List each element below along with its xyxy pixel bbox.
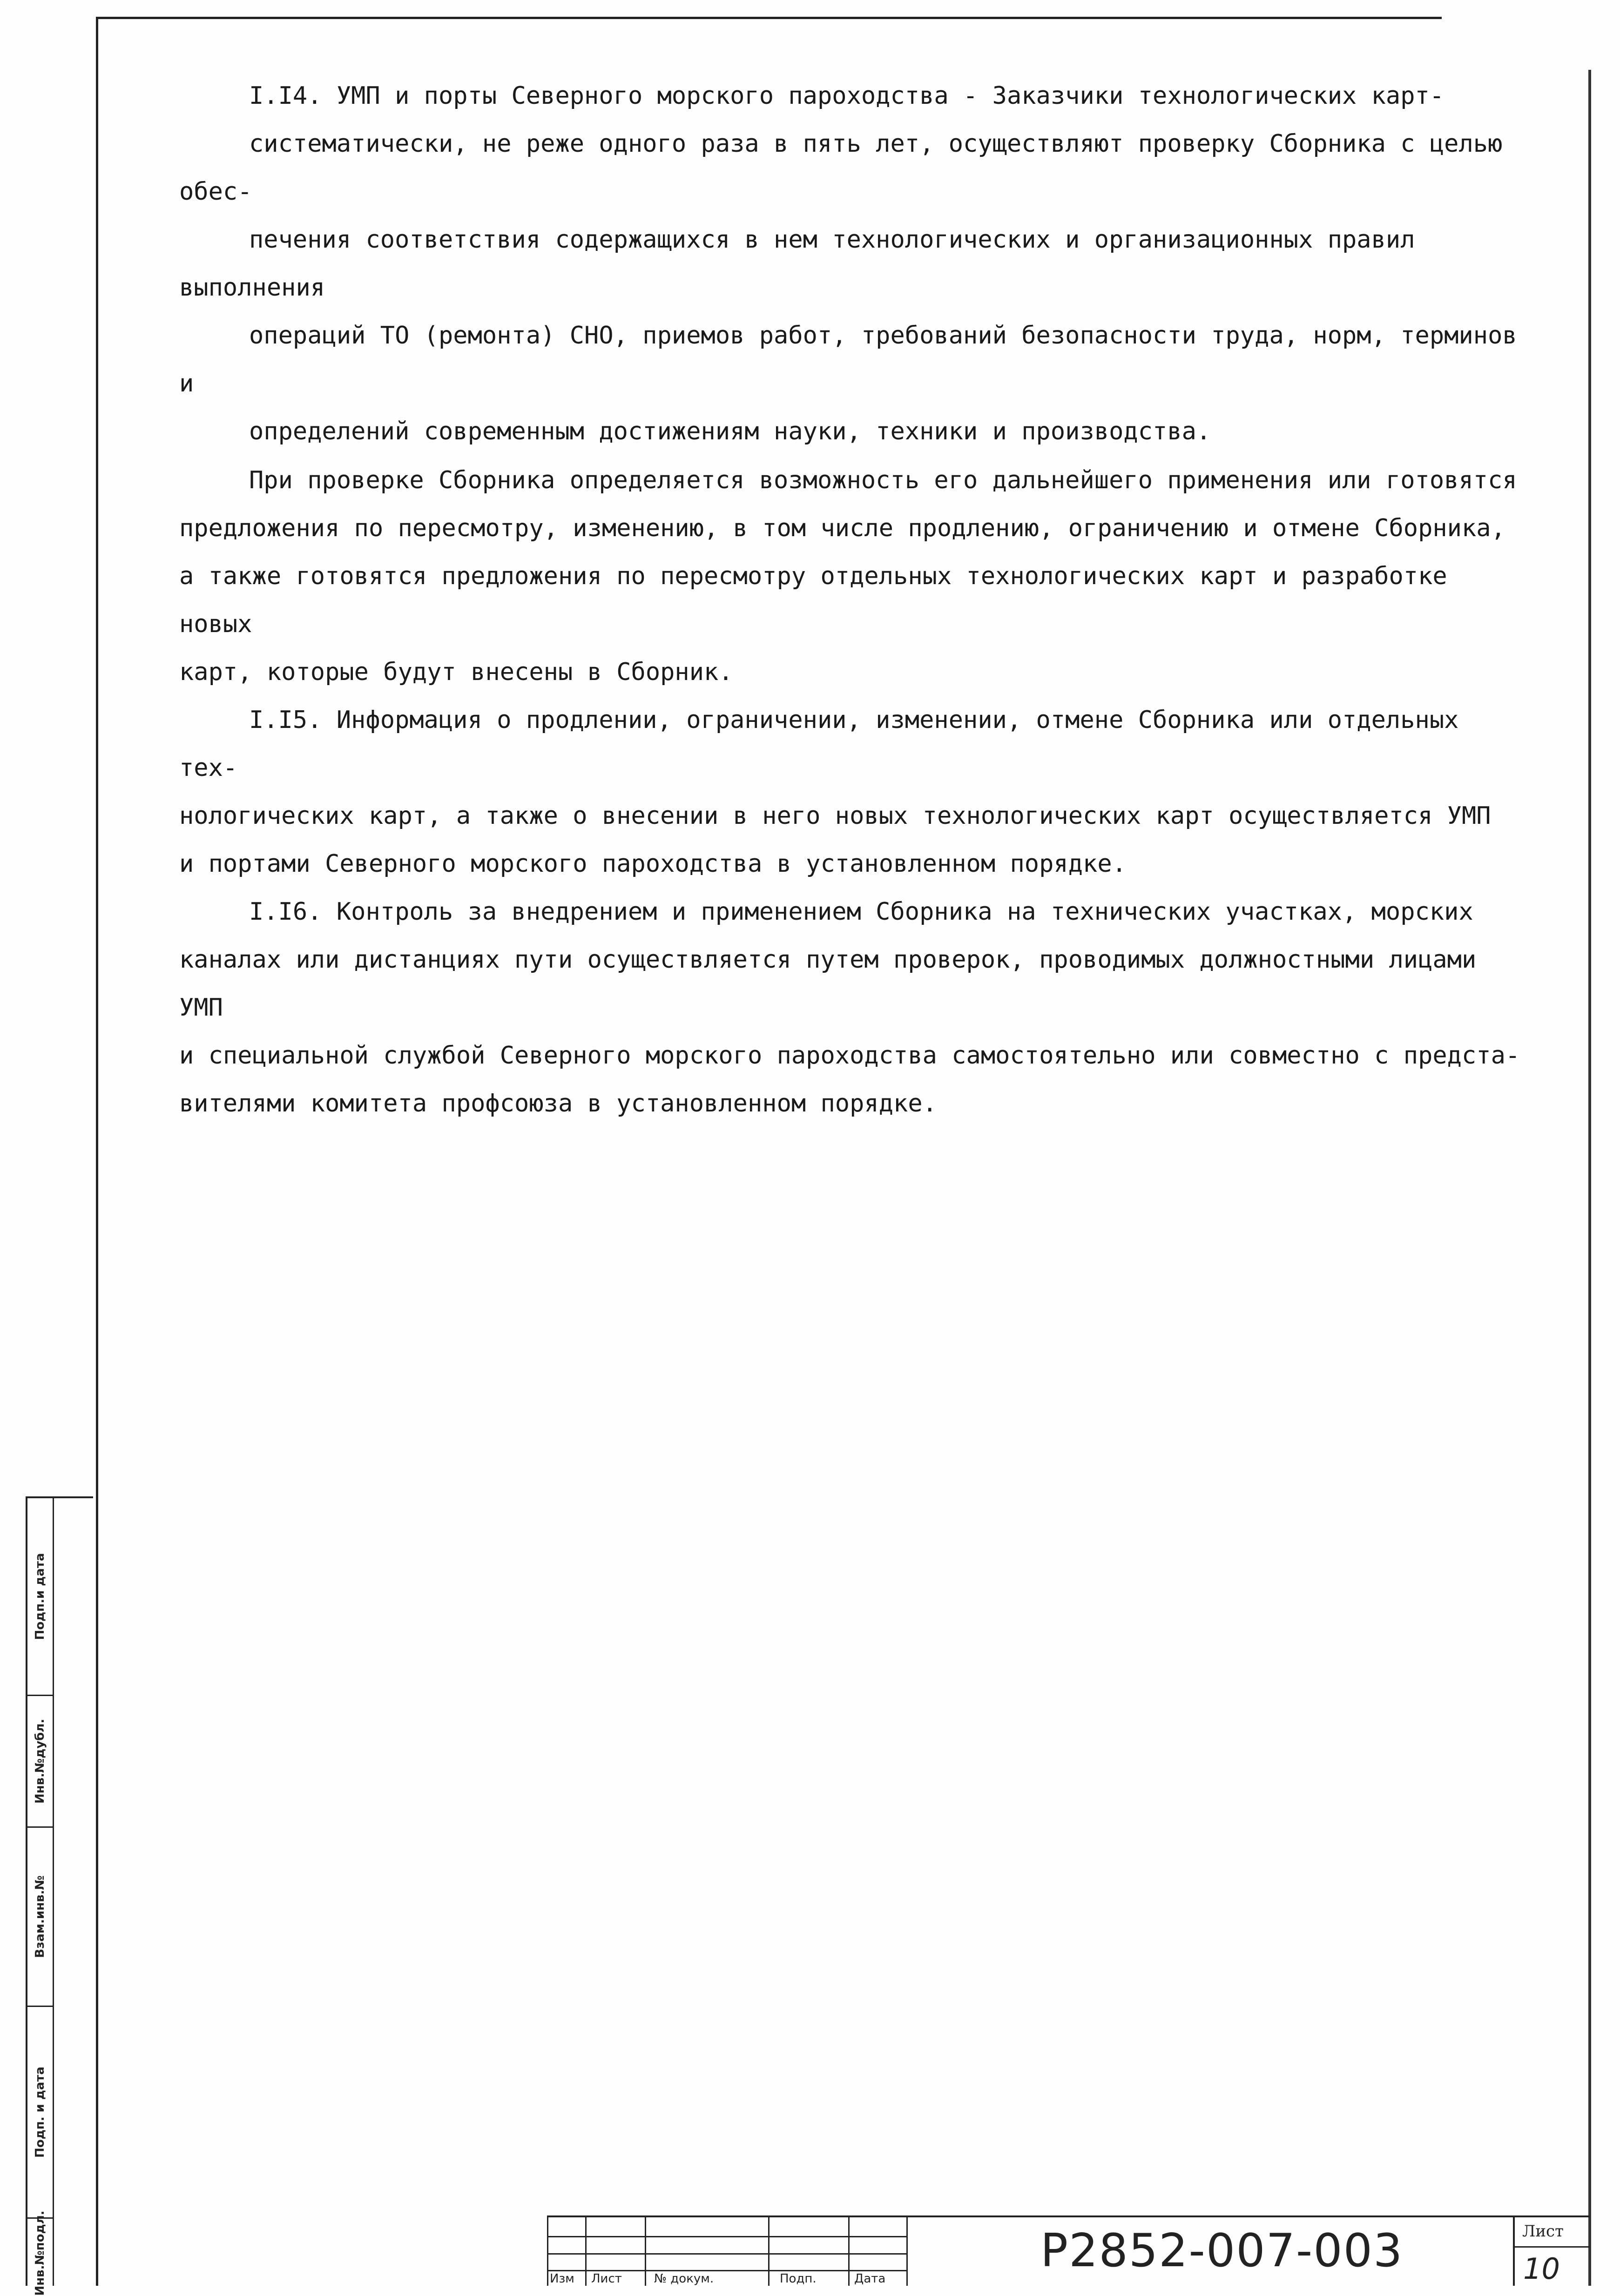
- text-line: печения соответствия содержащихся в нем технологических и организационных правил выполнения: [179, 226, 1415, 302]
- rev-row-line: [547, 2270, 908, 2271]
- text-line: и портами Северного морского пароходства в установленном порядке.: [179, 850, 1127, 878]
- rev-col-line: [645, 2217, 646, 2286]
- text-line: каналах или дистанциях пути осуществляется путем проверок, проводимых должностными лицами УМП: [179, 946, 1477, 1022]
- rev-col-line: [768, 2217, 770, 2286]
- text-line: I.I6. Контроль за внедрением и применением Сборника на технических участках, морских: [249, 898, 1473, 926]
- rev-col-line: [848, 2217, 850, 2286]
- paragraph-1-14: [179, 72, 1525, 456]
- col-header-change: Изм: [550, 2272, 574, 2286]
- strip-divider: [53, 1498, 54, 2286]
- text-line: I.I4. УМП и порты Северного морского пароходства - Заказчики технологических карт-: [249, 82, 1444, 110]
- col-header-doc-number: № докум.: [654, 2272, 714, 2286]
- frame-top-border: [96, 17, 1442, 19]
- stamp-cell-dup-inv: [27, 1696, 53, 1828]
- text-line: операций ТО (ремонта) СНО, приемов работ, требований безопасности труда, норм, терминов и: [179, 322, 1517, 397]
- text-line: определений современным достижениям науки, техники и производства.: [249, 417, 1211, 445]
- col-header-signature: Подп.: [780, 2272, 817, 2286]
- text-line: и специальной службой Северного морского пароходства самостоятельно или совместно с предста-: [179, 1042, 1520, 1070]
- stamp-label: Подп.и дата: [33, 1553, 47, 1640]
- sheet-number: 10: [1523, 2252, 1560, 2286]
- rev-row-line: [547, 2253, 908, 2255]
- rev-col-line: [585, 2217, 587, 2286]
- stamp-label: Инв.№дубл.: [33, 1718, 47, 1804]
- stamp-label: Подп. и дата: [33, 2067, 47, 2158]
- col-header-date: Дата: [854, 2272, 886, 2286]
- text-line: предложения по пересмотру, изменению, в том числе продлению, ограничению и отмене Сборника,: [179, 514, 1505, 542]
- frame-right-border: [1588, 70, 1591, 2286]
- stamp-cell-orig-inv: [27, 2210, 53, 2296]
- col-header-sheet: Лист: [591, 2272, 622, 2286]
- text-line: нологических карт, а также о внесении в него новых технологических карт осуществляется УМП: [179, 802, 1491, 830]
- text-line: I.I5. Информация о продлении, ограничении, изменении, отмене Сборника или отдельных тех-: [179, 706, 1459, 782]
- sheet-box: [1513, 2217, 1590, 2286]
- sheet-divider: [1515, 2246, 1590, 2248]
- rev-col-line: [906, 2217, 908, 2286]
- revision-table: [547, 2217, 908, 2286]
- text-line: При проверке Сборника определяется возможность его дальнейшего применения или готовятся: [249, 466, 1517, 494]
- stamp-cell-sign-date-2: [27, 2007, 53, 2219]
- document-code: Р2852-007-003: [1040, 2224, 1404, 2277]
- side-stamp-strip: [26, 1496, 93, 2296]
- title-block: [547, 2215, 1590, 2286]
- paragraph-1-16: [179, 888, 1525, 1128]
- text-line: карт, которые будут внесены в Сборник.: [179, 658, 733, 686]
- frame-left-border: [96, 17, 98, 2286]
- document-body: [179, 72, 1525, 1128]
- stamp-label: Взам.инв.№: [33, 1875, 47, 1958]
- rev-col-line: [547, 2217, 548, 2286]
- stamp-cell-replace-inv: [27, 1828, 53, 2007]
- text-line: систематически, не реже одного раза в пять лет, осуществляют проверку Сборника с целью обес-: [179, 130, 1503, 206]
- stamp-label: Инв.№подл.: [33, 2210, 47, 2296]
- sheet-label: Лист: [1522, 2222, 1564, 2241]
- paragraph-check: [179, 457, 1525, 696]
- paragraph-1-15: [179, 696, 1525, 888]
- rev-row-line: [547, 2236, 908, 2237]
- text-line: а также готовятся предложения по пересмотру отдельных технологических карт и разработке новых: [179, 562, 1447, 638]
- stamp-cell-sign-date-1: [27, 1498, 53, 1696]
- text-line: вителями комитета профсоюза в установленном порядке.: [179, 1090, 937, 1118]
